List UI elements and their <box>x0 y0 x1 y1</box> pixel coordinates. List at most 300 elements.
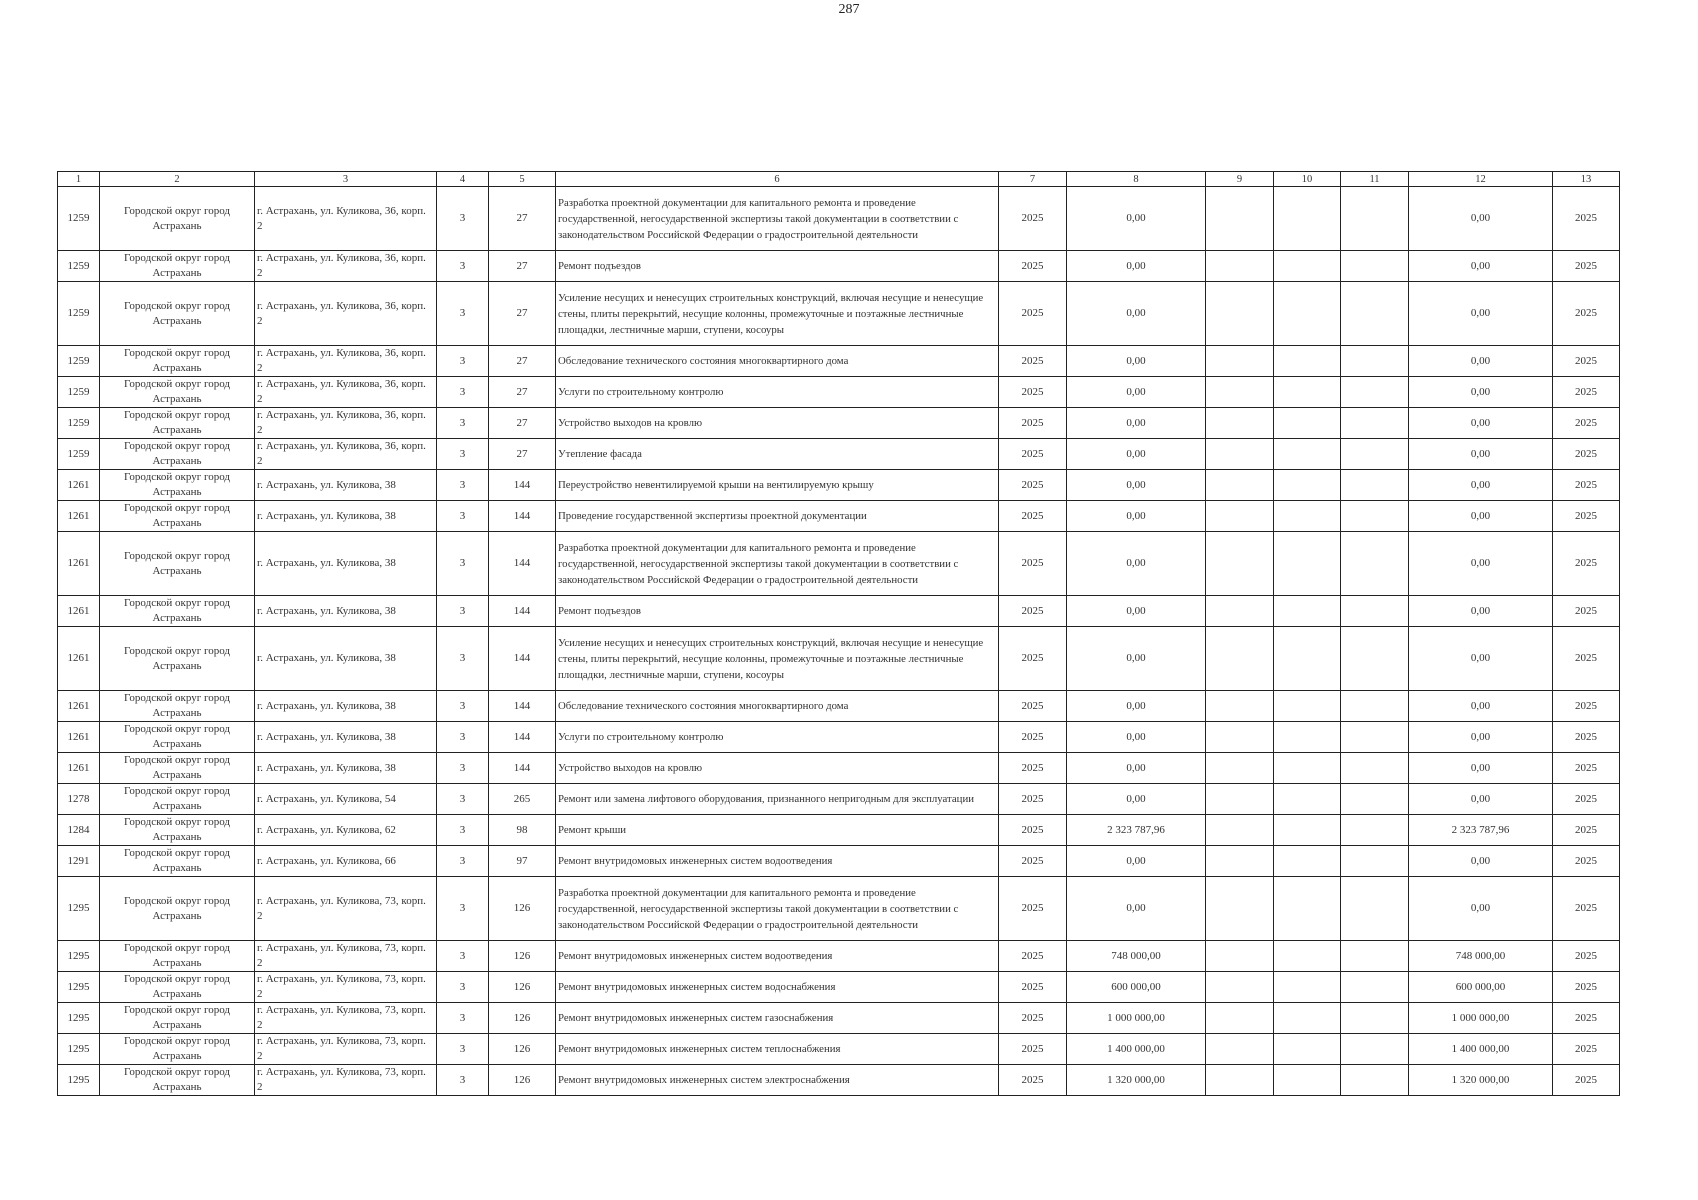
col9-cell <box>1206 532 1274 596</box>
completion-year-cell: 2025 <box>1553 1034 1620 1065</box>
address-cell: г. Астрахань, ул. Куликова, 73, корп. 2 <box>255 877 437 941</box>
table-row <box>58 439 1620 470</box>
address-cell: г. Астрахань, ул. Куликова, 36, корп. 2 <box>255 439 437 470</box>
address-cell: г. Астрахань, ул. Куликова, 38 <box>255 532 437 596</box>
row-id-cell: 1259 <box>58 346 100 377</box>
total-cost-cell: 0,00 <box>1067 784 1206 815</box>
municipality-cell: Городской округ город Астрахань <box>100 1065 255 1096</box>
col11-cell <box>1341 596 1409 627</box>
row-id-cell: 1284 <box>58 815 100 846</box>
work-type-cell: Разработка проектной документации для капитального ремонта и проведение государственной, негосударственной экспертизы такой документации в соответствии с законодательством Российской Федерации о градостроительной деятельности <box>556 187 999 251</box>
row-id-cell: 1295 <box>58 877 100 941</box>
col10-cell <box>1274 439 1341 470</box>
col10-cell <box>1274 501 1341 532</box>
completion-year-cell: 2025 <box>1553 784 1620 815</box>
col4-cell: 3 <box>437 846 489 877</box>
total-cost-cell: 748 000,00 <box>1067 941 1206 972</box>
column-header-6: 6 <box>556 172 999 187</box>
address-cell: г. Астрахань, ул. Куликова, 36, корп. 2 <box>255 408 437 439</box>
municipality-cell: Городской округ город Астрахань <box>100 1034 255 1065</box>
row-id-cell: 1295 <box>58 972 100 1003</box>
column-header-4: 4 <box>437 172 489 187</box>
col5-cell: 144 <box>489 753 556 784</box>
col5-cell: 27 <box>489 187 556 251</box>
col10-cell <box>1274 972 1341 1003</box>
row-id-cell: 1295 <box>58 1065 100 1096</box>
row-id-cell: 1259 <box>58 251 100 282</box>
completion-year-cell: 2025 <box>1553 1003 1620 1034</box>
work-type-cell: Ремонт внутридомовых инженерных систем водоотведения <box>556 846 999 877</box>
table-row <box>58 815 1620 846</box>
year-cell: 2025 <box>999 722 1067 753</box>
row-id-cell: 1259 <box>58 187 100 251</box>
col4-cell: 3 <box>437 753 489 784</box>
col4-cell: 3 <box>437 532 489 596</box>
col10-cell <box>1274 346 1341 377</box>
fund-cost-cell: 0,00 <box>1409 627 1553 691</box>
municipality-cell: Городской округ город Астрахань <box>100 722 255 753</box>
col9-cell <box>1206 627 1274 691</box>
completion-year-cell: 2025 <box>1553 846 1620 877</box>
fund-cost-cell: 600 000,00 <box>1409 972 1553 1003</box>
column-header-10: 10 <box>1274 172 1341 187</box>
work-type-cell: Ремонт внутридомовых инженерных систем водоснабжения <box>556 972 999 1003</box>
column-header-11: 11 <box>1341 172 1409 187</box>
col9-cell <box>1206 377 1274 408</box>
column-header-2: 2 <box>100 172 255 187</box>
address-cell: г. Астрахань, ул. Куликова, 54 <box>255 784 437 815</box>
year-cell: 2025 <box>999 282 1067 346</box>
address-cell: г. Астрахань, ул. Куликова, 62 <box>255 815 437 846</box>
col9-cell <box>1206 784 1274 815</box>
completion-year-cell: 2025 <box>1553 251 1620 282</box>
col10-cell <box>1274 1034 1341 1065</box>
fund-cost-cell: 0,00 <box>1409 346 1553 377</box>
municipality-cell: Городской округ город Астрахань <box>100 627 255 691</box>
total-cost-cell: 1 400 000,00 <box>1067 1034 1206 1065</box>
address-cell: г. Астрахань, ул. Куликова, 73, корп. 2 <box>255 972 437 1003</box>
work-type-cell: Проведение государственной экспертизы проектной документации <box>556 501 999 532</box>
col10-cell <box>1274 470 1341 501</box>
col10-cell <box>1274 722 1341 753</box>
completion-year-cell: 2025 <box>1553 972 1620 1003</box>
col4-cell: 3 <box>437 501 489 532</box>
completion-year-cell: 2025 <box>1553 282 1620 346</box>
municipality-cell: Городской округ город Астрахань <box>100 972 255 1003</box>
col11-cell <box>1341 941 1409 972</box>
col11-cell <box>1341 846 1409 877</box>
col11-cell <box>1341 187 1409 251</box>
work-type-cell: Устройство выходов на кровлю <box>556 753 999 784</box>
work-type-cell: Обследование технического состояния многоквартирного дома <box>556 691 999 722</box>
col11-cell <box>1341 282 1409 346</box>
col4-cell: 3 <box>437 784 489 815</box>
fund-cost-cell: 748 000,00 <box>1409 941 1553 972</box>
row-id-cell: 1259 <box>58 377 100 408</box>
table-row <box>58 408 1620 439</box>
fund-cost-cell: 1 400 000,00 <box>1409 1034 1553 1065</box>
total-cost-cell: 0,00 <box>1067 691 1206 722</box>
col5-cell: 27 <box>489 346 556 377</box>
col11-cell <box>1341 722 1409 753</box>
total-cost-cell: 1 000 000,00 <box>1067 1003 1206 1034</box>
address-cell: г. Астрахань, ул. Куликова, 36, корп. 2 <box>255 282 437 346</box>
col9-cell <box>1206 972 1274 1003</box>
total-cost-cell: 0,00 <box>1067 753 1206 784</box>
fund-cost-cell: 0,00 <box>1409 408 1553 439</box>
col4-cell: 3 <box>437 627 489 691</box>
municipality-cell: Городской округ город Астрахань <box>100 532 255 596</box>
address-cell: г. Астрахань, ул. Куликова, 73, корп. 2 <box>255 1065 437 1096</box>
municipality-cell: Городской округ город Астрахань <box>100 784 255 815</box>
work-type-cell: Ремонт подъездов <box>556 596 999 627</box>
page-number: 287 <box>838 2 860 17</box>
work-type-cell: Ремонт подъездов <box>556 251 999 282</box>
address-cell: г. Астрахань, ул. Куликова, 38 <box>255 753 437 784</box>
year-cell: 2025 <box>999 408 1067 439</box>
year-cell: 2025 <box>999 972 1067 1003</box>
col9-cell <box>1206 596 1274 627</box>
table-row <box>58 753 1620 784</box>
municipality-cell: Городской округ город Астрахань <box>100 346 255 377</box>
col11-cell <box>1341 753 1409 784</box>
row-id-cell: 1278 <box>58 784 100 815</box>
col9-cell <box>1206 1034 1274 1065</box>
table-row <box>58 784 1620 815</box>
col5-cell: 126 <box>489 941 556 972</box>
work-type-cell: Разработка проектной документации для капитального ремонта и проведение государственной, негосударственной экспертизы такой документации в соответствии с законодательством Российской Федерации о градостроительной деятельности <box>556 877 999 941</box>
col10-cell <box>1274 377 1341 408</box>
fund-cost-cell: 0,00 <box>1409 722 1553 753</box>
completion-year-cell: 2025 <box>1553 941 1620 972</box>
total-cost-cell: 0,00 <box>1067 282 1206 346</box>
completion-year-cell: 2025 <box>1553 187 1620 251</box>
fund-cost-cell: 0,00 <box>1409 753 1553 784</box>
col10-cell <box>1274 1003 1341 1034</box>
col9-cell <box>1206 941 1274 972</box>
column-header-5: 5 <box>489 172 556 187</box>
municipality-cell: Городской округ город Астрахань <box>100 439 255 470</box>
col4-cell: 3 <box>437 439 489 470</box>
municipality-cell: Городской округ город Астрахань <box>100 282 255 346</box>
col4-cell: 3 <box>437 377 489 408</box>
col9-cell <box>1206 470 1274 501</box>
col10-cell <box>1274 532 1341 596</box>
col5-cell: 126 <box>489 1003 556 1034</box>
year-cell: 2025 <box>999 377 1067 408</box>
fund-cost-cell: 0,00 <box>1409 784 1553 815</box>
address-cell: г. Астрахань, ул. Куликова, 38 <box>255 470 437 501</box>
total-cost-cell: 0,00 <box>1067 439 1206 470</box>
total-cost-cell: 0,00 <box>1067 501 1206 532</box>
column-header-13: 13 <box>1553 172 1620 187</box>
repair-program-table <box>57 171 1620 1096</box>
municipality-cell: Городской округ город Астрахань <box>100 1003 255 1034</box>
col5-cell: 144 <box>489 722 556 753</box>
work-type-cell: Ремонт внутридомовых инженерных систем газоснабжения <box>556 1003 999 1034</box>
col10-cell <box>1274 1065 1341 1096</box>
municipality-cell: Городской округ город Астрахань <box>100 470 255 501</box>
col5-cell: 27 <box>489 408 556 439</box>
table-row <box>58 1034 1620 1065</box>
address-cell: г. Астрахань, ул. Куликова, 66 <box>255 846 437 877</box>
address-cell: г. Астрахань, ул. Куликова, 36, корп. 2 <box>255 346 437 377</box>
column-header-1: 1 <box>58 172 100 187</box>
completion-year-cell: 2025 <box>1553 439 1620 470</box>
work-type-cell: Ремонт или замена лифтового оборудования, признанного непригодным для эксплуатации <box>556 784 999 815</box>
row-id-cell: 1259 <box>58 408 100 439</box>
completion-year-cell: 2025 <box>1553 815 1620 846</box>
work-type-cell: Ремонт внутридомовых инженерных систем электроснабжения <box>556 1065 999 1096</box>
year-cell: 2025 <box>999 1065 1067 1096</box>
col5-cell: 126 <box>489 1034 556 1065</box>
municipality-cell: Городской округ город Астрахань <box>100 753 255 784</box>
work-type-cell: Разработка проектной документации для капитального ремонта и проведение государственной, негосударственной экспертизы такой документации в соответствии с законодательством Российской Федерации о градостроительной деятельности <box>556 532 999 596</box>
row-id-cell: 1261 <box>58 691 100 722</box>
column-header-8: 8 <box>1067 172 1206 187</box>
fund-cost-cell: 0,00 <box>1409 251 1553 282</box>
col5-cell: 27 <box>489 251 556 282</box>
table-row <box>58 377 1620 408</box>
work-type-cell: Ремонт внутридомовых инженерных систем водоотведения <box>556 941 999 972</box>
year-cell: 2025 <box>999 251 1067 282</box>
completion-year-cell: 2025 <box>1553 722 1620 753</box>
col10-cell <box>1274 187 1341 251</box>
work-type-cell: Услуги по строительному контролю <box>556 377 999 408</box>
completion-year-cell: 2025 <box>1553 753 1620 784</box>
year-cell: 2025 <box>999 627 1067 691</box>
col5-cell: 144 <box>489 470 556 501</box>
table-row <box>58 501 1620 532</box>
row-id-cell: 1261 <box>58 722 100 753</box>
col9-cell <box>1206 877 1274 941</box>
column-header-3: 3 <box>255 172 437 187</box>
col11-cell <box>1341 346 1409 377</box>
col9-cell <box>1206 408 1274 439</box>
col4-cell: 3 <box>437 470 489 501</box>
year-cell: 2025 <box>999 753 1067 784</box>
col5-cell: 98 <box>489 815 556 846</box>
year-cell: 2025 <box>999 187 1067 251</box>
col11-cell <box>1341 408 1409 439</box>
column-number-row <box>58 172 1620 187</box>
col4-cell: 3 <box>437 282 489 346</box>
work-type-cell: Устройство выходов на кровлю <box>556 408 999 439</box>
year-cell: 2025 <box>999 470 1067 501</box>
col11-cell <box>1341 1065 1409 1096</box>
work-type-cell: Утепление фасада <box>556 439 999 470</box>
year-cell: 2025 <box>999 1034 1067 1065</box>
col9-cell <box>1206 251 1274 282</box>
total-cost-cell: 0,00 <box>1067 596 1206 627</box>
work-type-cell: Переустройство невентилируемой крыши на вентилируемую крышу <box>556 470 999 501</box>
total-cost-cell: 0,00 <box>1067 187 1206 251</box>
work-type-cell: Усиление несущих и ненесущих строительных конструкций, включая несущие и ненесущие стены, плиты перекрытий, несущие колонны, промежуточные и поэтажные лестничные площадки, лестничные марши, ступени, косоуры <box>556 282 999 346</box>
col10-cell <box>1274 408 1341 439</box>
col4-cell: 3 <box>437 1034 489 1065</box>
total-cost-cell: 2 323 787,96 <box>1067 815 1206 846</box>
municipality-cell: Городской округ город Астрахань <box>100 941 255 972</box>
total-cost-cell: 0,00 <box>1067 722 1206 753</box>
row-id-cell: 1259 <box>58 439 100 470</box>
address-cell: г. Астрахань, ул. Куликова, 38 <box>255 691 437 722</box>
year-cell: 2025 <box>999 784 1067 815</box>
col10-cell <box>1274 251 1341 282</box>
col11-cell <box>1341 251 1409 282</box>
col11-cell <box>1341 532 1409 596</box>
col5-cell: 27 <box>489 282 556 346</box>
col9-cell <box>1206 346 1274 377</box>
total-cost-cell: 0,00 <box>1067 346 1206 377</box>
col5-cell: 144 <box>489 627 556 691</box>
address-cell: г. Астрахань, ул. Куликова, 73, корп. 2 <box>255 941 437 972</box>
column-header-7: 7 <box>999 172 1067 187</box>
row-id-cell: 1261 <box>58 470 100 501</box>
col10-cell <box>1274 815 1341 846</box>
fund-cost-cell: 0,00 <box>1409 187 1553 251</box>
col11-cell <box>1341 377 1409 408</box>
table-row <box>58 187 1620 251</box>
row-id-cell: 1261 <box>58 501 100 532</box>
col9-cell <box>1206 846 1274 877</box>
fund-cost-cell: 0,00 <box>1409 532 1553 596</box>
col4-cell: 3 <box>437 251 489 282</box>
table-row <box>58 972 1620 1003</box>
row-id-cell: 1261 <box>58 596 100 627</box>
table-row <box>58 1065 1620 1096</box>
municipality-cell: Городской округ город Астрахань <box>100 846 255 877</box>
col9-cell <box>1206 1003 1274 1034</box>
municipality-cell: Городской округ город Астрахань <box>100 501 255 532</box>
table-row <box>58 532 1620 596</box>
fund-cost-cell: 2 323 787,96 <box>1409 815 1553 846</box>
col4-cell: 3 <box>437 972 489 1003</box>
fund-cost-cell: 0,00 <box>1409 877 1553 941</box>
total-cost-cell: 1 320 000,00 <box>1067 1065 1206 1096</box>
year-cell: 2025 <box>999 691 1067 722</box>
col11-cell <box>1341 501 1409 532</box>
fund-cost-cell: 0,00 <box>1409 439 1553 470</box>
year-cell: 2025 <box>999 439 1067 470</box>
year-cell: 2025 <box>999 941 1067 972</box>
col10-cell <box>1274 941 1341 972</box>
row-id-cell: 1295 <box>58 1003 100 1034</box>
municipality-cell: Городской округ город Астрахань <box>100 877 255 941</box>
col4-cell: 3 <box>437 941 489 972</box>
municipality-cell: Городской округ город Астрахань <box>100 815 255 846</box>
fund-cost-cell: 0,00 <box>1409 501 1553 532</box>
fund-cost-cell: 1 000 000,00 <box>1409 1003 1553 1034</box>
col11-cell <box>1341 784 1409 815</box>
col4-cell: 3 <box>437 691 489 722</box>
col9-cell <box>1206 815 1274 846</box>
year-cell: 2025 <box>999 501 1067 532</box>
col5-cell: 144 <box>489 596 556 627</box>
total-cost-cell: 0,00 <box>1067 377 1206 408</box>
total-cost-cell: 0,00 <box>1067 408 1206 439</box>
row-id-cell: 1295 <box>58 1034 100 1065</box>
table-row <box>58 346 1620 377</box>
address-cell: г. Астрахань, ул. Куликова, 36, корп. 2 <box>255 187 437 251</box>
address-cell: г. Астрахань, ул. Куликова, 73, корп. 2 <box>255 1034 437 1065</box>
col10-cell <box>1274 846 1341 877</box>
municipality-cell: Городской округ город Астрахань <box>100 187 255 251</box>
col4-cell: 3 <box>437 346 489 377</box>
col11-cell <box>1341 1034 1409 1065</box>
municipality-cell: Городской округ город Астрахань <box>100 408 255 439</box>
completion-year-cell: 2025 <box>1553 408 1620 439</box>
column-header-9: 9 <box>1206 172 1274 187</box>
col10-cell <box>1274 691 1341 722</box>
completion-year-cell: 2025 <box>1553 877 1620 941</box>
col4-cell: 3 <box>437 596 489 627</box>
address-cell: г. Астрахань, ул. Куликова, 73, корп. 2 <box>255 1003 437 1034</box>
col11-cell <box>1341 627 1409 691</box>
col11-cell <box>1341 972 1409 1003</box>
col9-cell <box>1206 691 1274 722</box>
col5-cell: 144 <box>489 501 556 532</box>
completion-year-cell: 2025 <box>1553 1065 1620 1096</box>
col11-cell <box>1341 470 1409 501</box>
address-cell: г. Астрахань, ул. Куликова, 36, корп. 2 <box>255 251 437 282</box>
table-row <box>58 722 1620 753</box>
fund-cost-cell: 0,00 <box>1409 282 1553 346</box>
year-cell: 2025 <box>999 815 1067 846</box>
col11-cell <box>1341 815 1409 846</box>
col5-cell: 27 <box>489 439 556 470</box>
completion-year-cell: 2025 <box>1553 691 1620 722</box>
row-id-cell: 1261 <box>58 753 100 784</box>
col4-cell: 3 <box>437 1065 489 1096</box>
year-cell: 2025 <box>999 532 1067 596</box>
total-cost-cell: 600 000,00 <box>1067 972 1206 1003</box>
year-cell: 2025 <box>999 346 1067 377</box>
table-body <box>58 187 1620 1096</box>
col9-cell <box>1206 282 1274 346</box>
year-cell: 2025 <box>999 846 1067 877</box>
col4-cell: 3 <box>437 408 489 439</box>
completion-year-cell: 2025 <box>1553 596 1620 627</box>
col5-cell: 144 <box>489 691 556 722</box>
table-row <box>58 251 1620 282</box>
address-cell: г. Астрахань, ул. Куликова, 36, корп. 2 <box>255 377 437 408</box>
municipality-cell: Городской округ город Астрахань <box>100 377 255 408</box>
column-header-12: 12 <box>1409 172 1553 187</box>
address-cell: г. Астрахань, ул. Куликова, 38 <box>255 722 437 753</box>
row-id-cell: 1261 <box>58 532 100 596</box>
total-cost-cell: 0,00 <box>1067 627 1206 691</box>
row-id-cell: 1261 <box>58 627 100 691</box>
col10-cell <box>1274 753 1341 784</box>
address-cell: г. Астрахань, ул. Куликова, 38 <box>255 627 437 691</box>
address-cell: г. Астрахань, ул. Куликова, 38 <box>255 596 437 627</box>
fund-cost-cell: 0,00 <box>1409 596 1553 627</box>
col10-cell <box>1274 627 1341 691</box>
row-id-cell: 1295 <box>58 941 100 972</box>
col5-cell: 265 <box>489 784 556 815</box>
completion-year-cell: 2025 <box>1553 377 1620 408</box>
col10-cell <box>1274 282 1341 346</box>
completion-year-cell: 2025 <box>1553 470 1620 501</box>
col9-cell <box>1206 753 1274 784</box>
col9-cell <box>1206 722 1274 753</box>
fund-cost-cell: 1 320 000,00 <box>1409 1065 1553 1096</box>
table-row <box>58 691 1620 722</box>
work-type-cell: Обследование технического состояния многоквартирного дома <box>556 346 999 377</box>
table-row <box>58 877 1620 941</box>
year-cell: 2025 <box>999 877 1067 941</box>
municipality-cell: Городской округ город Астрахань <box>100 596 255 627</box>
